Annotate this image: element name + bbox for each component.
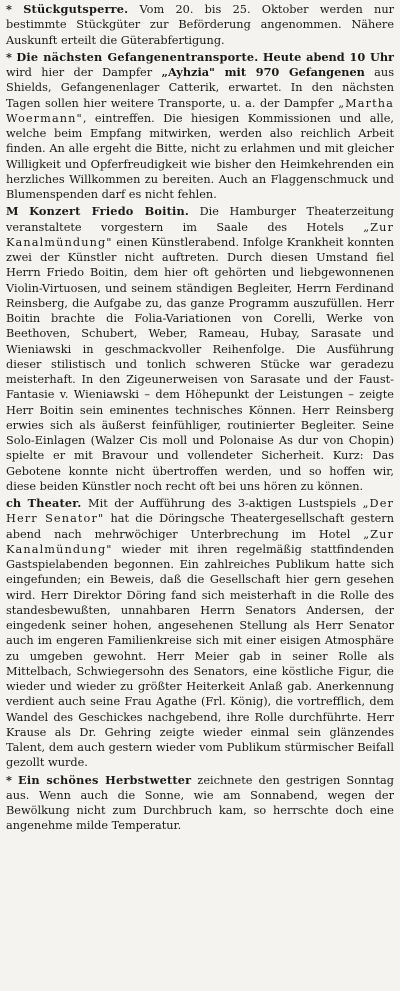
item-heading: Ein schönes Herbstwetter [18,772,192,787]
text-run: Die Hamburger Theaterzeitung veranstaltete vorgestern im Saale des Hotels [6,205,394,234]
news-item-herbstwetter [6,773,394,834]
item-heading: Theater. [27,496,82,510]
item-marker: M [6,204,19,219]
news-item-konzert [6,204,394,494]
text-run: Mit der Aufführung des 3-aktigen Lustspiels [81,497,363,510]
text-run: hat die Döringsche Theatergesellschaft gestern abend nach mehrwöchiger Unterbrechung im Hotel [6,512,394,541]
item-marker: * [6,49,12,64]
text-run: aus Shields, Gefangenenlager Catterik, erwartet. In den nächsten Tagen sollen hier weitere Transporte, u. a. der Dampfer [6,66,394,110]
text-run: wird hier der Dampfer [6,66,162,79]
item-heading: Stückgutsperre. [23,2,129,16]
item-heading: Die nächsten Gefangenentransporte. [16,49,259,64]
item-heading: Konzert Friedo Boitin. [29,204,190,219]
bold-run: Heute abend 10 Uhr [262,49,394,64]
item-marker: * [6,2,12,16]
item-marker: * [6,772,12,787]
news-item-theater [6,496,394,771]
text-run: , eintreffen. Die hiesigen Kommissionen und alle, welche beim Empfang mitwirken, werden also reichlich Arbeit finden. An alle ergeht die Bitte, nicht zu erlahmen und mit gleicher Willigkeit und Opferfreudigkeit wie bisher den Heimkehrenden ein herzliches Willkommen zu bereiten. Auch an Flaggenschmuck und Blumenspenden darf es nicht fehlen. [6,111,394,201]
spaced-run: „Martha Woermann" [6,96,394,125]
text-run: Vom 20. bis 25. Oktober werden nur bestimmte Stückgüter zur Beförderung angenommen. Nähere Auskunft erteilt die Güterabfertigung. [6,3,394,47]
text-run: wieder mit ihren regelmäßig stattfindenden Gastspielabenden begonnen. Ein zahlreiches Publikum hatte sich eingefunden; ein Beweis, daß die Gesellschaft hier gern gesehen wird. Herr Direktor Döring fand sich meisterhaft in die Rolle des standesbewußten, unnahbaren Herrn Senators Andersen, der eingedenk seiner hohen, angesehenen Stellung als Herr Senator auch im engeren Familienkreise sich mit einer eisigen Atmosphäre zu umgeben gewohnt. Herr Meier gab in seiner Rolle als Mittelbach, Schwiegersohn des Senators, eine köstliche Figur, die wieder und wieder zu größter Heiterkeit Anlaß gab. Anerkennung verdient auch seine Frau Agathe (Frl. König), die vortrefflich, dem Wandel des Geschickes nachgebend, ihre Rolle durchführte. Herr Krause als Dr. Gehring zeigte wieder einmal sein glänzendes Talent, dem auch gestern wieder vom Publikum stürmischer Beifall gezollt wurde. [6,542,394,770]
spaced-run: „Zur Kanalmündung" [6,220,394,249]
news-item-stueckgutsperre [6,2,394,48]
item-body [6,51,394,201]
text-run: einen Künstlerabend. Infolge Krankheit konnten zwei der Künstler nicht auftreten. Durch diesen Umstand fiel Herrn Friedo Boitin, dem hier oft gehörten und liebgewonnenen Violin-Virtuosen, und seinem ständigen Begleiter, Herrn Ferdinand Reinsberg, die Aufgabe zu, das ganze Programm auszufüllen. Herr Boitin brachte die Folia-Variationen von Corelli, Werke von Beethoven, Schubert, Weber, Rameau, Hubay, Sarasate und Wieniawski in geschmackvoller Reihenfolge. Die Ausführung dieser stilistisch und tonlich schweren Stücke war geradezu meisterhaft. In den Zigeunerweisen von Sarasate und der Faust-Fantasie v. Wieniawski – dem Höhepunkt der Leistungen – zeigte Herr Boitin sein eminentes technisches Können. Herr Reinsberg erwies sich als äußerst feinfühliger, routinierter Begleiter. Seine Solo-Einlagen (Walzer Cis moll und Polonaise As dur von Chopin) spielte er mit Bravour und vollendeter Sicherheit. Kurz: Das Gebotene konnte nicht übertroffen werden, und so hoffen wir, diese beiden Künstler noch recht oft bei uns hören zu können. [6,235,394,493]
spaced-run: „Zur Kanalmündung" [6,527,394,556]
item-body [6,497,394,769]
item-body [6,205,394,493]
item-marker: ch [6,496,22,510]
news-item-gefangenentransporte [6,50,394,203]
bold-run: „Ayhzia" mit 970 Gefangenen [161,65,365,79]
text-run: zeichnete den gestrigen Sonntag aus. Wenn auch die Sonne, wie am Sonnabend, wegen der Bewölkung nicht zum Durchbruch kam, so herrschte doch eine angenehme milde Temperatur. [6,773,394,833]
spaced-run: „Der Herr Senator" [6,497,395,526]
